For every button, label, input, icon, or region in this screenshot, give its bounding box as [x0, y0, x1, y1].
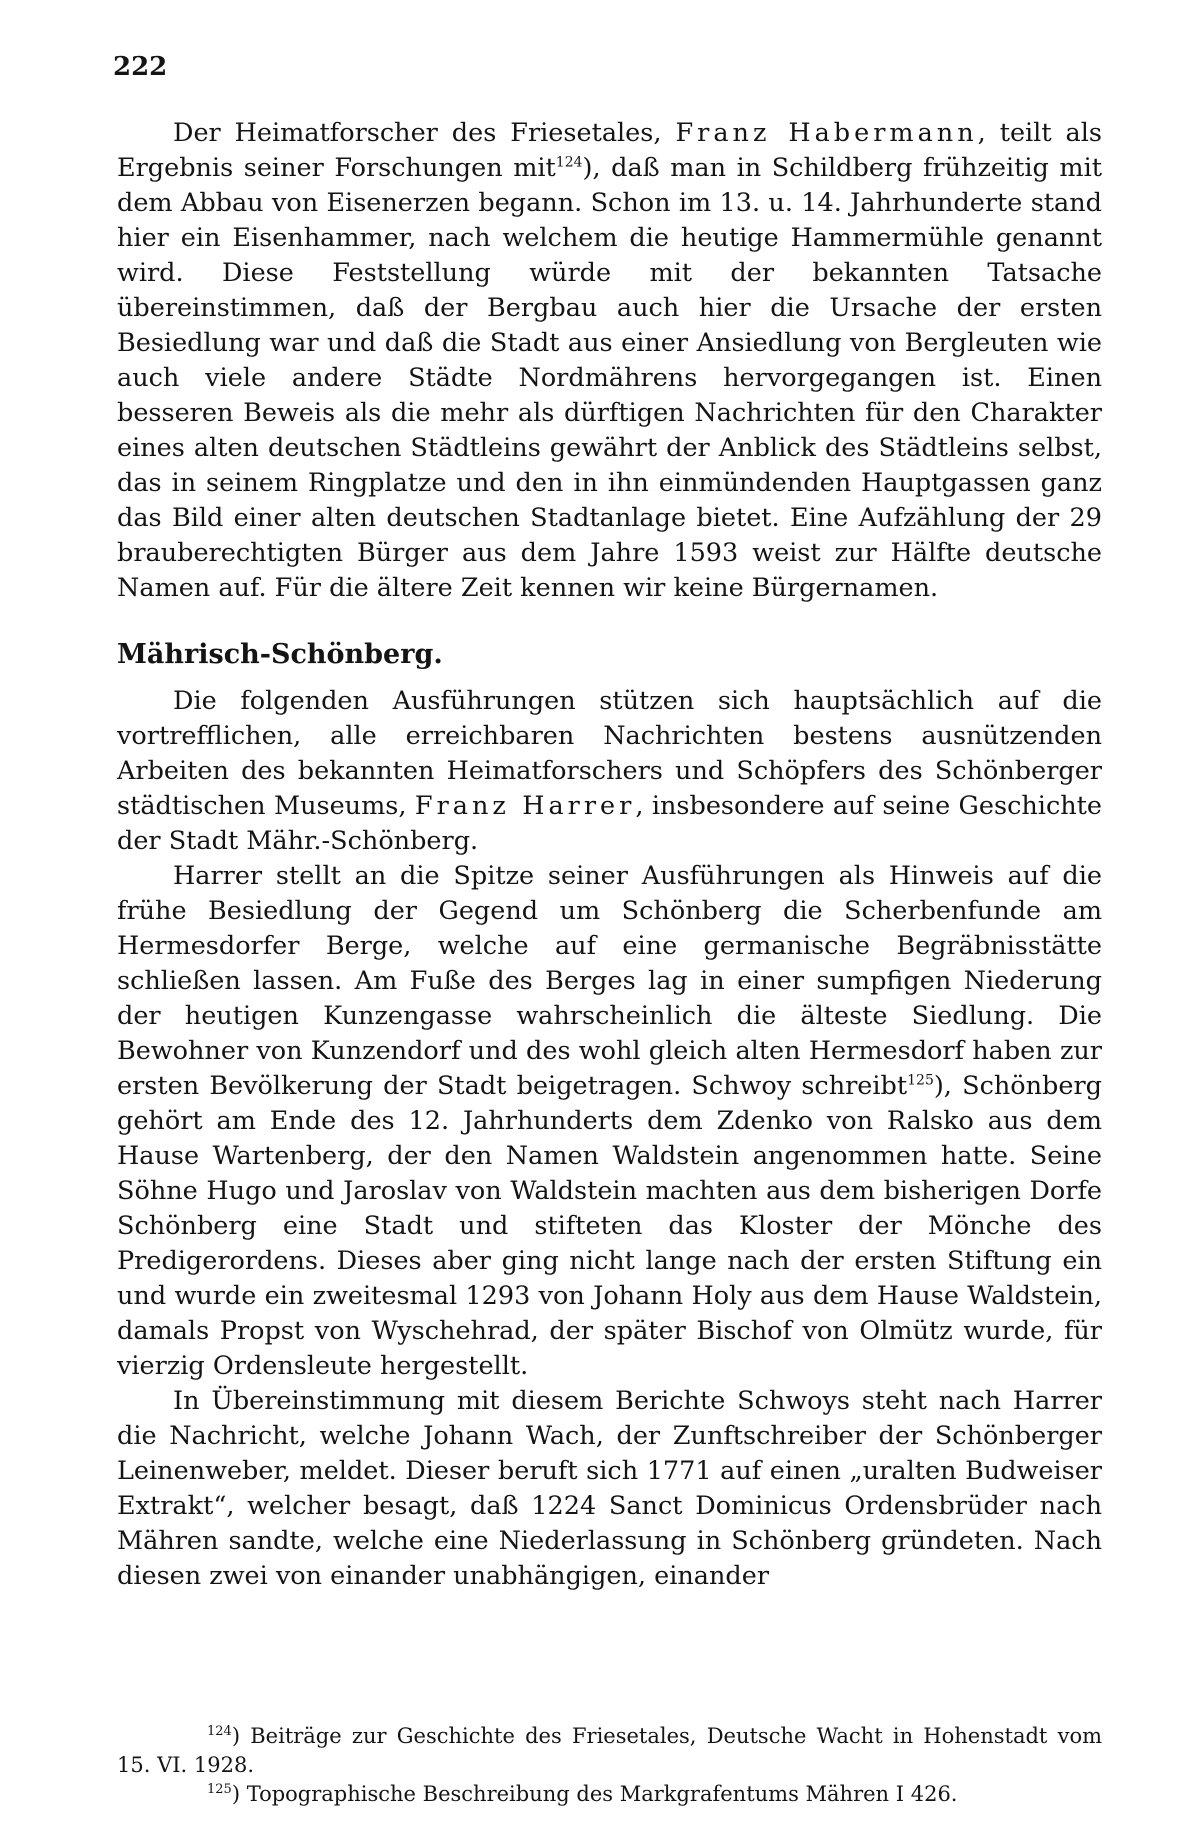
paragraph-early-settlement: [117, 859, 1102, 1384]
paragraph-text: ), daß man in Schildberg frühzeitig mit dem Abbau von Eisenerzen begann. Schon im 13. u. 14. Jahrhunderte stand hier ein Eisenhammer, nach welchem die heutige Hammermühle genannt wird. Diese Feststellung würde mit der bekannten Tatsache übereinstimmen, daß der Bergbau auch hier die Ursache der ersten Besiedlung war und daß die Stadt aus einer Ansiedlung von Bergleuten wie auch viele andere Städte Nordmährens hervorgegangen ist. Einen besseren Beweis als die mehr als dürftigen Nachrichten für den Charakter eines alten deutschen Städtleins gewährt der Anblick des Städtleins selbst, das in seinem Ringplatze und den in ihn einmündenden Hauptgassen ganz das Bild einer alten deutschen Stadtanlage bietet. Eine Aufzählung der 29 brauberechtigten Bürger aus dem Jahre 1593 weist zur Hälfte deutsche Namen auf. Für die ältere Zeit kennen wir keine Bürgernamen.: [117, 153, 1102, 603]
paragraph-text: Der Heimatforscher des Friesetales,: [173, 118, 676, 148]
footnote-text: ) Topographische Beschreibung des Markgrafentums Mähren I 426.: [231, 1782, 958, 1806]
paragraph-schildberg: [117, 116, 1102, 606]
author-name-harrer: Franz Harrer: [414, 791, 636, 821]
footnotes: [117, 1722, 1102, 1809]
main-text: [117, 116, 1102, 1594]
paragraph-agreement: In Übereinstimmung mit diesem Berichte Schwoys steht nach Harrer die Nachricht, welche Johann Wach, der Zunftschreiber der Schönberger Leinenweber, meldet. Dieser beruft sich 1771 auf einen „uralten Budweiser Extrakt“, welcher besagt, daß 1224 Sanct Dominicus Ordensbrüder nach Mähren sandte, welche eine Niederlassung in Schönberg gründeten. Nach diesen zwei von einander unabhängigen, einander: [117, 1386, 1102, 1591]
page-number: 222: [113, 52, 168, 82]
footnote-mark: 125: [207, 1782, 232, 1797]
section-heading: Mährisch-Schönberg.: [117, 639, 443, 670]
paragraph-text: , insbesondere auf seine Geschichte der Stadt Mähr.-Schönberg.: [117, 791, 1103, 856]
paragraph-sources: [117, 684, 1102, 859]
footnote-text: ) Beiträge zur Geschichte des Friesetales, Deutsche Wacht in Hohenstadt vom 15. VI. 1928.: [117, 1724, 1102, 1777]
footnote-mark: 124: [207, 1724, 232, 1739]
footnote: [117, 1780, 1102, 1809]
author-name-habermann: Franz Habermann: [675, 118, 978, 148]
footnote-reference: 124: [555, 154, 583, 171]
paragraph-text: Die folgenden Ausführungen stützen sich hauptsächlich auf die vortrefflichen, alle erreichbaren Nachrichten bestens ausnützenden Arbeiten des bekannten Heimatforschers und Schöpfers des Schönberger städtischen Museums,: [117, 686, 1102, 821]
paragraph-text: ), Schönberg gehört am Ende des 12. Jahrhunderts dem Zdenko von Ralsko aus dem Hause Wartenberg, der den Namen Waldstein angenommen hatte. Seine Söhne Hugo und Jaroslav von Waldstein machten aus dem bisherigen Dorfe Schönberg eine Stadt und stifteten das Kloster der Mönche des Predigerordens. Dieses aber ging nicht lange nach der ersten Stiftung ein und wurde ein zweitesmal 1293 von Johann Holy aus dem Hause Waldstein, damals Propst von Wyschehrad, der später Bischof von Olmütz wurde, für vierzig Ordensleute hergestellt.: [117, 1071, 1102, 1381]
paragraph-text: Harrer stellt an die Spitze seiner Ausführungen als Hinweis auf die frühe Besiedlung der Gegend um Schönberg die Scherbenfunde am Hermesdorfer Berge, welche auf eine germanische Begräbnisstätte schließen lassen. Am Fuße des Berges lag in einer sumpfigen Niederung der heutigen Kunzengasse wahrscheinlich die älteste Siedlung. Die Bewohner von Kunzendorf und des wohl gleich alten Hermesdorf haben zur ersten Bevölkerung der Stadt beigetragen. Schwoy schreibt: [117, 861, 1102, 1101]
paragraph-text: , teilt als Ergebnis seiner Forschungen mit: [117, 118, 1102, 183]
footnote: [117, 1722, 1102, 1780]
footnote-reference: 125: [907, 1072, 934, 1089]
